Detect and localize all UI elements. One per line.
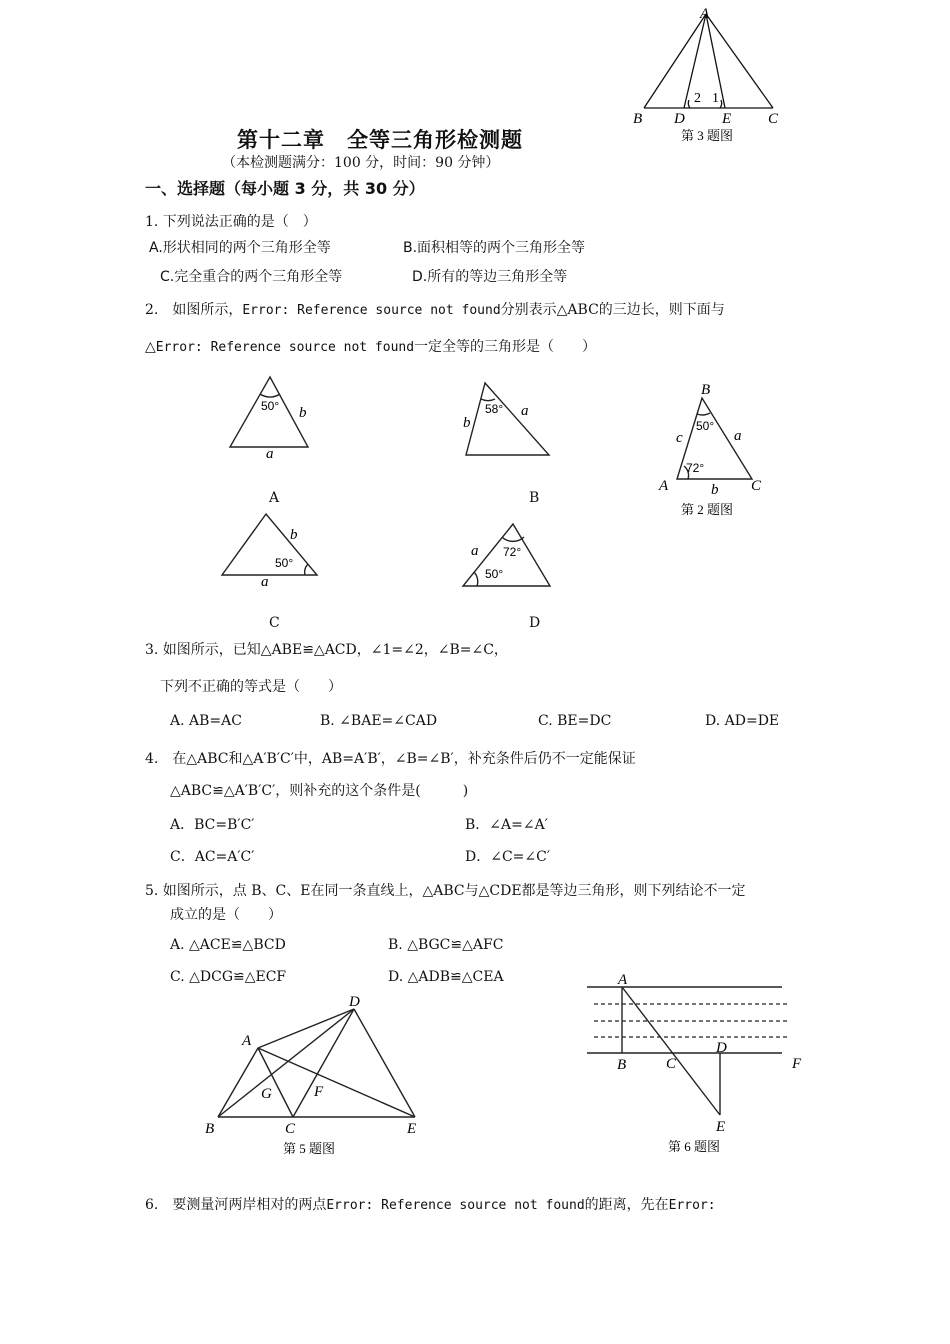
q3-option-c: C. BE=DC: [538, 713, 612, 729]
q2-option-a-label: A: [269, 490, 280, 506]
fig6-label-A: A: [618, 972, 628, 988]
page-subtitle: （本检测题满分：100 分，时间：90 分钟）: [222, 155, 500, 171]
q2-error-ref-2: Error: Reference source not found: [155, 340, 415, 355]
fig6-caption: 第 6 题图: [668, 1139, 721, 1154]
fig3-label-C: C: [768, 111, 779, 127]
fig3-label-D: D: [674, 111, 685, 127]
fig3-angle-1: 1: [712, 91, 719, 106]
q4-stem-2: △ABC≌△A′B′C′，则补充的这个条件是( ): [170, 783, 469, 799]
fig2-label-A: A: [659, 478, 669, 494]
fig5-label-B: B: [205, 1121, 215, 1137]
q2-text-b: 分别表示△ABC的三边长，则下面与: [500, 302, 725, 318]
q2d-side-a: a: [471, 543, 479, 559]
q2-figure-c: [217, 508, 327, 593]
fig5-label-D: D: [349, 994, 360, 1010]
figure-q5: [200, 990, 440, 1160]
fig2-side-b: b: [711, 482, 719, 498]
q6-error-ref-2: Error:: [668, 1198, 716, 1213]
fig5-label-G: G: [261, 1086, 272, 1102]
section-heading: 一、选择题（每小题 3 分，共 30 分）: [145, 179, 425, 198]
fig6-label-D: D: [716, 1040, 727, 1056]
fig2-angle-50: 50°: [696, 419, 715, 433]
figure-q2: [652, 378, 772, 523]
q3-stem-2: 下列不正确的等式是（ ）: [160, 679, 342, 695]
fig6-label-F: F: [792, 1056, 802, 1072]
q2-figure-a: [222, 370, 332, 465]
q2b-angle: 58°: [485, 402, 504, 416]
page-title: 第十二章 全等三角形检测题: [237, 128, 523, 152]
q3-option-b: B. ∠BAE=∠CAD: [320, 713, 438, 729]
fig2-label-C: C: [751, 478, 762, 494]
q2-error-ref: Error: Reference source not found: [242, 303, 501, 318]
fig2-label-B: B: [701, 382, 711, 398]
q2-figure-d: [455, 518, 565, 603]
q2c-side-a: a: [261, 574, 269, 590]
q1-stem: 1. 下列说法正确的是（ ）: [145, 214, 317, 230]
fig6-label-E: E: [716, 1119, 726, 1135]
figure-q6: [582, 970, 812, 1154]
q2d-angle-50: 50°: [485, 567, 504, 581]
fig6-label-C: C: [666, 1056, 677, 1072]
q4-option-c: C．AC=A′C′: [170, 849, 255, 865]
q4-stem: 4. 在△ABC和△A′B′C′中，AB=A′B′，∠B=∠B′，补充条件后仍不一定能保证: [145, 751, 636, 767]
q2-line2: [145, 336, 596, 356]
q1-option-a: A.形状相同的两个三角形全等: [149, 240, 331, 256]
q2-text-a: 2. 如图所示，: [145, 302, 243, 318]
q2-option-b-label: B: [529, 490, 540, 506]
q5-option-d: D. △ADB≌△CEA: [388, 969, 504, 985]
q5-option-c: C. △DCG≌△ECF: [170, 969, 287, 985]
q5-stem-2: 成立的是（ ）: [170, 907, 282, 923]
q6-text-b: 的距离，先在: [584, 1197, 669, 1213]
q5-option-b: B. △BGC≌△AFC: [388, 937, 504, 953]
q1-option-c: C.完全重合的两个三角形全等: [160, 269, 343, 285]
q4-option-d: D．∠C=∠C′: [465, 849, 551, 865]
q6-error-ref: Error: Reference source not found: [326, 1198, 585, 1213]
q2a-side-b: b: [299, 405, 307, 421]
q4-option-b: B．∠A=∠A′: [465, 817, 548, 833]
q3-option-d: D. AD=DE: [705, 713, 780, 729]
fig3-label-E: E: [722, 111, 732, 127]
q2-line1: [145, 299, 725, 319]
fig5-caption: 第 5 题图: [283, 1141, 336, 1156]
fig2-angle-72: 72°: [686, 461, 705, 475]
q5-stem: 5. 如图所示，点 B、C、E在同一条直线上，△ABC与△CDE都是等边三角形，则下列结论不一定: [145, 883, 746, 899]
q2-figure-b: [455, 375, 565, 470]
q2a-angle: 50°: [261, 399, 280, 413]
q5-option-a: A. △ACE≌△BCD: [170, 937, 286, 953]
q2c-side-b: b: [290, 527, 298, 543]
q2b-side-a: a: [521, 403, 529, 419]
q2-text-c: △: [145, 339, 156, 355]
figure-q3: [628, 6, 788, 146]
q2b-side-b: b: [463, 415, 471, 431]
fig3-caption: 第 3 题图: [681, 128, 734, 143]
fig5-label-C: C: [285, 1121, 296, 1137]
fig2-side-c: c: [676, 430, 683, 446]
fig3-angle-2: 2: [694, 91, 701, 106]
fig6-label-B: B: [617, 1057, 627, 1073]
q6-stem: [145, 1194, 716, 1214]
q2d-angle-72: 72°: [503, 545, 522, 559]
q2a-side-a: a: [266, 446, 274, 462]
fig2-side-a: a: [734, 428, 742, 444]
fig3-label-B: B: [633, 111, 643, 127]
q2-option-d-label: D: [529, 615, 541, 631]
fig5-label-A: A: [242, 1033, 252, 1049]
q6-text-a: 6. 要测量河两岸相对的两点: [145, 1197, 327, 1213]
q2-text-d: 一定全等的三角形是（ ）: [414, 339, 597, 355]
fig3-label-A: A: [700, 6, 710, 22]
q3-option-a: A. AB=AC: [170, 713, 242, 729]
q1-option-b: B.面积相等的两个三角形全等: [403, 240, 586, 256]
q3-stem: 3. 如图所示，已知△ABE≌△ACD，∠1=∠2，∠B=∠C，: [145, 642, 508, 658]
q2-option-c-label: C: [269, 615, 280, 631]
fig2-caption: 第 2 题图: [681, 502, 734, 517]
q1-option-d: D.所有的等边三角形全等: [412, 269, 568, 285]
fig5-label-E: E: [407, 1121, 417, 1137]
fig5-label-F: F: [314, 1084, 324, 1100]
q2c-angle: 50°: [275, 556, 294, 570]
q4-option-a: A．BC=B′C′: [170, 817, 255, 833]
